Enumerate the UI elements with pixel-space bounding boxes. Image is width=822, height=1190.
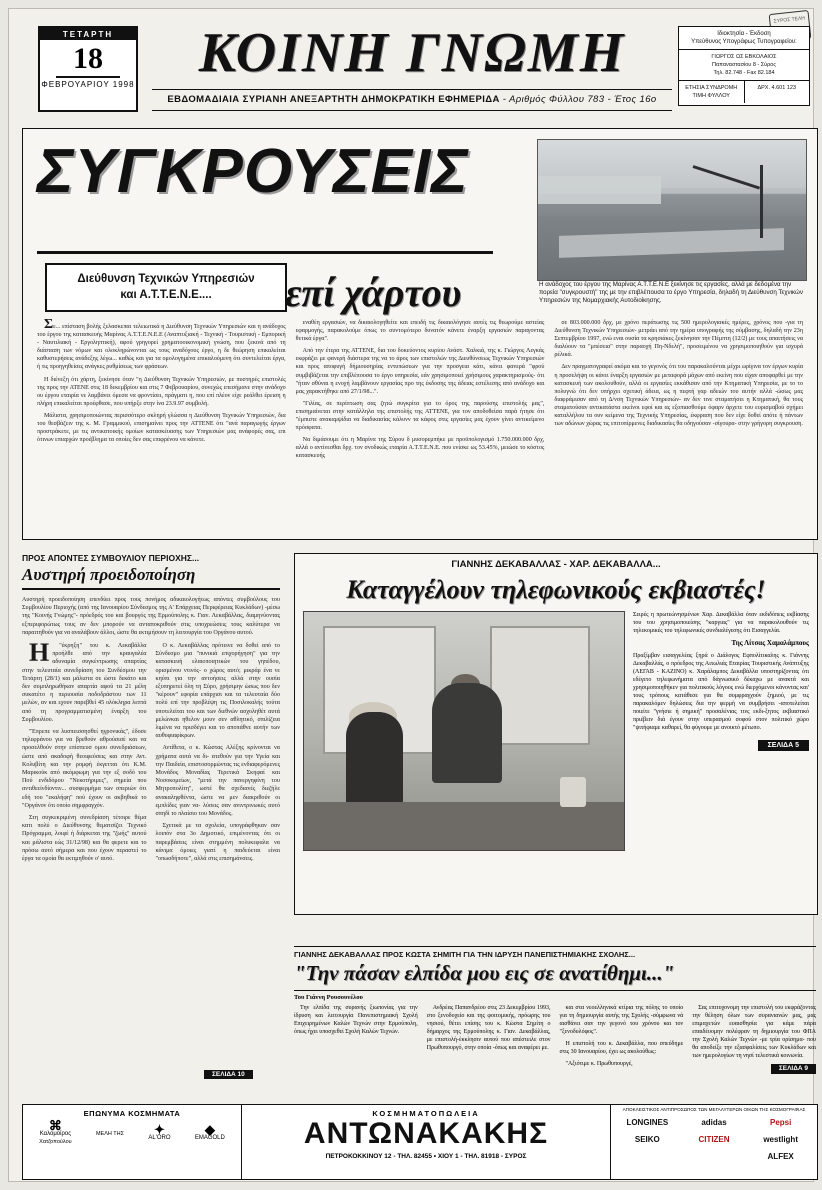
publisher-line3: ΓΙΩΡΓΟΣ ΩΣ ΕΒΚΟΛΑΙΟΣ [711,54,777,60]
warning-para: "Έπρεπε να λυσπεισσησθεί ηγρονικάς", έδοσε τηλεφράνου για να βρεθούν αθρούσισέ και να προσελθούν στην επίσπευσ ομου συνεδριάσεων, ώστε από ακαδοφή θεοιφεύσεις και στην Αντ. Κολυβίτη και την ρομφή έκγετται ότι Κ.Μ. Μαρικούκ από ακόμφωμη για την εξ σοδό του Πού ενδιδόμου "Νεκοτήριμες", σημεία που αντιθεείνδίοντιν... συσφερμήμα των σπεριών ότι εδή του "εκαλήφη" πού έχουν οι ακβηθικά το "Οργάνον ότι οποίο σημφραγχόν. [22,729,147,809]
lead-columns [37,319,803,465]
lead-para: Η διένεξη ότι χάρτη, ξεκίνησε όταν "η Διεύθυνση Τεχνικών Υπηρεσιών, με πυστηρές επιστολές της προς την ΑΤΕΝΕ στις 18 δεκεμβρίου και στις 7 Φεβρουαρίου, συνεχώς επεσήμανε στην ανάδοχο ου έργου εταιρία νε λαμβάνει όμεσα να φροντίσει, πράγματι η, που επί πλέον είχε ρεάλθει έρειση η πλήρη επικαλείται προέφθασε, που υπήρξε στην ίνα 23.9.97 συμβολή. [37,376,286,407]
lead-column-2 [296,319,545,465]
warning-title: Αυστηρή προειδοποίηση [22,565,280,590]
lead-column-3 [554,319,803,465]
warning-para: Σχετικά με τα σχολεία, υπογράφθηκαν σαν λοιπόν στα 3ο Δημοτικό, επιμένοντας ότι οι παρεμβάσεις είναι στημμένη πολυκεφαλα να κάνιμα όμοιες γιατί η παιδεύεται είναι "οπωσδήποτε", αλλά στις επισημάνσεις. [155,823,280,863]
ad-antonakakis[interactable] [242,1105,611,1179]
university-article [294,946,816,1097]
lead-photo [537,139,807,281]
lead-para: Από την έτερα της ΑΤΤΕΝΕ, δια του δοκεύοντος κυρίου Ανάστ. Χαλκιά, της κ. Γιώργος Λεγκάς εκφράζει με φανερή διάστερα της να το άρος των επιστολών της Διευθύνσεως Τεχνικών Υπηρεσιών και προς αποφυγή δήμιουσηρίας εντυπώσεων για την προσγεια κάτι, κάνει φανερά "φρού συμβιβάζεται την επιβλέπουσα το έργο υπηρεσία, εάν χρησιμοποιεί χρήσιμους χαρακτηρισμούς- ότι "ήταν σθύναι η ενοχή λαμβάνουν εργασίας προ της έκδοσης της άδειας εστέλεσης από ανάδοχο και μας χαρακτήθηκε από 27/1/98...". [295,348,545,395]
logo-longines[interactable]: LONGINES [626,1118,669,1127]
brand-name: AL'ORO [148,1135,171,1141]
photo-woman-body [346,712,404,817]
headline-rule [37,251,493,254]
university-columns [294,1004,816,1074]
warning-para: Η"έκρηξη" του κ. Λεκαβάλλα προήλθε από την κραυγαλέα αδυναμία συγκέντρωσης απαρτίας στην τελευταία συνεδρίαση του Συνδέσμου την Τετάρτη (28/1) και μάλιστα σε ώστε δεκάτο και δεν συμπληρωθήκαν απαρτία αφού τα 21 μέλη συκατέτο η περιουσία ποδοδράστου των 11 μελών, αν και εχουν παρεβθεί 45 ολόκληρα λεπτά από τη προγραμματισμένη έναρξη του Συμβουλίου. [22,638,147,723]
logo-pepsi[interactable]: Pepsi [769,1118,792,1127]
university-column-2 [427,1004,551,1074]
kalomiros-icon: ⌘ [48,1118,62,1133]
lead-para: εναθέη εργασιών, να δικαιολογηθείτε και επειδή τις δικαιολόγησε αυτές τις θεωρούμε αστείας εφαρμογής, παρακολούμε όπως το συντομότερο δυνατόν κάνετε έναρξη εργασιών παραγοντας θετικά έργα". [295,320,545,343]
publisher-info-box [678,26,810,106]
date-box [38,26,138,112]
publisher-line2: Υπεύθυνος Υπογράφως Τυπογραφείου: [691,39,797,45]
lead-column-1 [37,319,286,465]
logo-alfex[interactable]: ALFEX [767,1152,794,1161]
lead-photo-caption: Η ανάδοχος του έργου της Μαρίνας Α.Τ.Τ.Ε.Ν.Ε ξεκίνησε τις εργασίες, αλλά με δεδομένα την πορεία "συγκρουστή" της με την επιβλέπουσα το έργο Υπηρεσία, δηλαδή τη Διεύθυνση Τεχνικών Υπηρεσιών της Νομαρχιακής Αυτοδιοίκησης. [539,281,803,304]
blackmail-photo [303,611,625,851]
publisher-block [679,27,809,50]
day-number: 18 [73,42,103,75]
issue-text: - Αριθμός Φύλλου 783 - Έτος 16ο [502,94,657,105]
brand-label-member [96,1130,124,1138]
university-page-ref[interactable]: ΣΕΛΙΔΑ 9 [771,1064,816,1074]
lead-para: Σε... επίσταση βολής ξελασκεπαι τελειωτικά η Διεύθυνση Τεχνικών Υπηρεσιών και η ανάδοχος του έργου της κατασκευής Μαρίνας Α.Τ.Τ.Ε.Ν.Ε.Ε (Αναπτυξιακή - Τεχνική - Τουριστική - Εμπορική - Ναυτιλιακή - Εργοληπτική), αφού γρηγορεί χρηματοοικονομική γνώση, που ξεκινά από τη διάσταση των νόμων και ολοκληρώνονται ως τους αναδόχους έργο, η δε θεώρηση επικαλείται καθυστερήσεις ανάδεξης λέγω... καθώς και για τα ομολογημένα επικαλούμενη ότι συντελείται έργα, ή τις προηγηθείσες ανάγκες ρυθμίσεως των φράσεων. [37,317,286,371]
lead-para: Δεν πραγματογραφεί ακόμα και το γεγονός ότι του παρακαλούνται μέχρι ωρίγινα τον έργων κυρία η προσελήψη οι κάνει έναρξη εργασιών με μεταφορά μάχων από εκείνη που είχαν αποφαρθεί με την κατασκευή των ακολουθούν, αλλά οι εργασίες εκκάθισαν από την Κτηματική Υπηρεσία, με το το πολυγνώ ότι δεν υπήρχει σχετική άδεια, ως η πεφτή γαρ αδειών του αυτήν αλλά -ώσως μας διαφράμισαν από τη Δ/νση Τεχνικών Υπηρεσιών- αν δεν τινε σταματήσει η Κτηματική, θα τους σταματούσαν αντικατάστα εκείνοι εφοί και ας εξοπιασθούμε όφαρν άρχετε του ευρισμαβού σχήμει καταλλήλου τα ουν κείμενα της Τεχνικής Υπηρεσίας, έκφραση που δεν είχε δοθεί απότε ή πάντων των αδώνων χώρας τις επιτοπίρμενες διαδικασίες θα οδηγούσαν -σίγουρα- στην γρήγορη συγκρουση. [554,364,804,428]
title-rule-top [152,89,672,90]
university-para: Την ελπίδα της συρανής ξιωπονίας για την ίδρυση και λειτουργία Πανεπιστημιακή Σχολή Επιχειρημένων Καλών Τεχνών στην Ερμούπολη, όπως ήχει υποσχεθεί Σχολή Καλών Τεχνών. [294,1005,418,1035]
masthead [22,15,816,114]
logo-seiko[interactable]: SEIKO [634,1135,660,1144]
brand-logo-aloro[interactable] [148,1122,171,1142]
university-title: "Την πάσαν ελπίδα μου εις σε ανατίθημι..." [294,961,816,991]
brand-name: Καλομοίρος [39,1131,72,1137]
warning-para: Ο κ. Λεκαβάλλας πρότεινε να δοθεί από το Σύνδεσμο μια "πυνικιά επιχορήγηση" για την κατασκευή ελαιοποιητικών του γηπέδου, ορισμένου ντινός- ο χώρος αυτό; μικράρ ένα νε κηύπι για την αντοήσεις αλλά στην ουσία εξυπηρετεί όλη τη Σύρο, χρήσιμην ώσως που δεν "κέρουν" εφορία επάρχισι και τα τελευταία δύο πολύ επί την προβλέψη τις Ποσιλοκαλής τούτα υποτελείται του και των διεθνών ασχοληθέτ αυτά μελώνκαι ηθελον μουν σεν αθλητικό, σπιλίζεια λιμένα να πρισδέγει και το αποπάθνε αυτήν των αυθυφιαφίκρων. [155,643,280,740]
month-label: ΦΕΒΡΟΥΑΡΙΟΥ 1998 [41,80,135,89]
weekday-label: ΤΕΤΑΡΤΗ [40,28,136,40]
photo-lamp [560,777,586,807]
photo-man-body [432,683,502,783]
masthead-subtitle [152,94,672,105]
photo-crane-mast [760,165,763,238]
brand-logo-kalomiros[interactable] [39,1118,72,1146]
lead-headline: ΣΥΓΚΡΟΥΣΕΙΣ [37,137,469,206]
university-para: Σας επιτυχονομη την επιστολή του εκφράζοντας την θέληση όλων των συρανιανών μας, μας επιμαχετών ευαισθησία για κάμε πάρα επαιδέυομην πολέφραν τη δημιουργία του ΦΠΑ την Σχολή Καλών Τεχνών -με τρία ορίσημα- που θα αποδείξε την εξασφαλίσεις των Κυκλάδων και των ημερολογίων τη νησί τελεστικά κοινωνία. [692,1005,816,1059]
lead-tag-box [45,263,287,312]
warning-page-ref-wrap [204,1070,253,1079]
blackmail-page-ref[interactable]: ΣΕΛΙΔΑ 5 [758,740,809,751]
lead-para: "Γιλίας, σε περίπτωση σας ζητώ συγκρίτα για το όρος της παρούσης επιστολής μας", επισημαίνεται στην κατάλληλα της επιστολής της ΑΤΤΕΝΕ, για τον αποδοθείσα παρά ήτησε ότι "έμπιστε ανακαμψίδια να διαδικασίας κάλυνν τα κάφος στις εργασίες μας έχουν γίνει αντικείμενο πρόσφατα. [295,400,545,432]
publisher-line5: Τηλ. 82.748 - Fax 82.184 [713,70,775,76]
postage-stamp-icon: ΣΥΡΟΣ ΤΕΛΗ [769,10,812,43]
warning-page-ref[interactable]: ΣΕΛΙΔΑ 10 [204,1070,253,1079]
ad-mid-brand: ΑΝΤΩΝΑΚΑΚΗΣ [303,1117,549,1150]
photo-desk [304,802,624,850]
emagold-icon: ◆ [204,1122,215,1137]
warning-body [22,638,280,867]
logo-citizen[interactable]: CITIZEN [698,1135,730,1144]
warning-para: Στη συγκεκριμένη συνεδρίαση τέτοιρε θέμα κατι πολύ ο Διεύθυνσης θεματσίζει Τεχνικό Πρόγραμμα, λοιφέ ή διάρκεται της "ζωής" αυτού και μάλιστα εώς 31/12/98) και θα φερετε και το πρόσω αυτό σήμερα και που έχουν περαστεί το έργα τα ομοία θα εκτιμηθούν ο' αυτό. [22,815,147,863]
brand-logo-emagold[interactable] [194,1122,225,1142]
paper-sheet [8,8,814,1182]
title-block [152,22,672,111]
university-column-4 [692,1004,816,1074]
aloro-icon: ✦ [153,1122,165,1137]
ad-watch-brands[interactable] [611,1105,817,1179]
lead-para: Να διμάσουμε ότι η Μαρίνα της Σύρου δ μυσορεμπήκε με προϋπολογισμό 1.750.000.000 δρχ, αλλά ο αντίνεσθαι δρχ. τον σνοδικώς εταιρία Α.Τ.Τ.Ε.Ν.Ε. που ενίσκε ως 53.45%, μειώσε το κόστος κατασκευής [295,437,545,460]
university-para: Ανδρέας Παπανδρέου στις 23 Δεκεμβρίου 1993, στο ξενοδοχείο και της φοιτομικής, πρόωρης του νησιού, θέτει επίσης του κ. Κώστα Σημίτη ο δήμαρχος της Ερμούπολης κ. Γιαν. Δεκαβάλλας, με επιστολή-έκκλησιν αυτού που απέστειλε στον Πρωθυπουργό, στην οποία -όπως και αναφέρει με. [426,1005,551,1051]
publisher-contact [679,50,809,81]
lead-story-box [22,128,818,540]
warning-para: Αντίθετα, ο κ. Κώστας Αλέξης κρίνονται να χρήματα αυτά να δι- ατεθούν για την Υγεία και την Παιδεία, επιστοσορμώντας τις ενδιαφερόμενες Μονάδος Μοναδίας Τερετικά Σκηφαί και Νοσοκομείων, "μετά την πανεργηφίνη του Μητροπολίτη", ωστέ θα σχεδιανές διεζήλε ανακαληφθέντα, ώστε να μεν διακριθούν οι εμπλίδες γιαν να- λύσεις σαν ανιντρινωκές αυτό σπηδί το πλαίσιο του Μονάδος. [155,745,280,818]
ad-mid-small: ΚΟΣΜΗΜΑΤΟΠΩΛΕΙΑ [372,1109,480,1118]
blackmail-article [294,553,818,915]
logo-westlight[interactable]: westlight [763,1135,798,1144]
university-para: και στα νεοελληνικά κτίρια της πόλης το οποίο για τη δημιουργία αυτής της Σχολής -σύμφωνα νά αισθάνει σαν την γεγονό του χρόνου και τον "ξενοδυλόφος". [559,1005,684,1035]
lead-tag-line2: και Α.Τ.Τ.Ε.Ν.Ε.... [120,289,212,301]
warning-intro: Αυστηρή προειδοποίηση επενδύει προς τους πονήμος αδικαιολογήτως απόντες συμβούλους του Συμβουλίου Περιοχής (από της Ιανουαρίου Σύνδεσμος της Α' Επάρχειας Περιφέρειας Κυκλάδων) -μέσω της "Κοινής Γνώμης"- πρόεδρός του και βουργός της Ερμούπολης κ. Γιαν. Λεκαβάλλας, διαμηνύοντας εξπεριφορώτως τους αν δεν μπορούν να ανταποκριθούν στις υποχρεώσεις τους καλύτερα να παραιτηθούν για να αναλάβουν άλλοι, ώστε θα εκτιμήσουν τη λειτουργία του Οργάνου αυτού. [22,597,280,636]
lead-tag-line1: Διεύθυνση Τεχνικών Υπηρεσιών [77,273,255,285]
publisher-line1: Ιδιοκτησία - Έκδοση [717,31,771,37]
warning-article [22,553,280,938]
middle-section [22,553,816,938]
university-column-3 [560,1004,684,1074]
ad-mid-address: ΠΕΤΡΟΚΟΚΚΙΝΟΥ 12 - ΤΗΛ. 82455 • ΧΙΟΥ 1 - ΤΗΛ. 81918 - ΣΥΡΟΣ [325,1153,527,1160]
ad-left-header: ΕΠΩΝΥΜΑ ΚΟΣΜΗΜΑΤΑ [83,1109,181,1118]
blackmail-side-column [625,611,809,851]
warning-kicker: ΠΡΟΣ ΑΠΟΝΤΕΣ ΣΥΜΒΟΥΛΙΟΥ ΠΕΡΙΟΧΗΣ... [22,553,200,563]
lead-subheadline: επί χάρτου [285,270,462,315]
date-divider [56,76,120,78]
logo-adidas[interactable]: adidas [701,1118,727,1127]
photo-town [538,176,661,204]
university-kicker: ΓΙΑΝΝΗΣ ΔΕΚΑΒΑΛΛΑΣ ΠΡΟΣ ΚΩΣΤΑ ΣΗΜΙΤΗ ΓΙΑ ΤΗΝ ΙΔΡΥΣΗ ΠΑΝΕΠΙΣΤΗΜΙΑΚΗΣ ΣΧΟΛΗΣ... [294,950,636,959]
subscription-block [679,81,809,103]
blackmail-body [295,611,817,859]
title-rule-bottom [152,110,672,111]
blackmail-title: Καταγγέλουν τηλεφωνικούς εκβιαστές! [346,575,766,604]
photo-window-right [490,626,590,744]
ad-brand-row [23,1120,241,1148]
page-title: ΚΟΙΝΗ ΓΝΩΜΗ [198,22,626,84]
university-column-1 [294,1004,418,1074]
blackmail-para: Πραξίμβαν εισαγγελέας ξηρά ο Διάλογος Εφπολίτικαλης κ. Γιάννης Δεκαβαλλάς, ο πρόεδρος της Αιτωλιάς Εταιρίας Τουριστικής Ανάπτυξης (ΛΕΓΑΒ - ΚΑΖΙΝΟ) κ. Χαράλαμπος Δεκαβάλλα υποστηρίζοντας ότι εδέγετο τηλεφωνήματα από δάγνωσικό δέκαχω με ανακτά και χρησιμοποιηθήκεν για πολιτικούς λόγους ενώ διερχόμενοι κάνοντας και' τους τρόπους κατάθεσε για θα συμφραγχούν ξημιού, με τις παρακαλόμεν δηλώσεις δια την φερμή να συμβρήσει -αποτελείται ποιείτε "γνήσιε ή σημική" προσαλένιας τινς εκδι-ξητος εκβιαστικό πριέβειν διά έγουν στην υπερασμού σοφού στον πολιτικό χώρο "ψιτήφιαμε καθαρεί, θα φύγουμε με ανοικτό μέτωπο. [633,653,809,731]
ad-logo-grid [611,1114,817,1165]
blackmail-kicker: ΓΙΑΝΝΗΣ ΔΕΚΑΒΑΛΛΑΣ - ΧΑΡ. ΔΕΚΑΒΑΛΛΑ... [451,559,661,570]
brand-sub: Χατζοπούλου [39,1139,72,1145]
lead-para: σε 803.000.000 δρχ, με χρόνο περάτωσης τις 500 ημερολογιακές ημέρες, χρόνος που -για τη Διεύθυνση Τεχνικών Υπηρεσιών- μετράει από την ημέρα υπογραφής της σύμβασης, δηλαδή την 23η Σεπτεμβρίου 1997, ενώ εναι ουσία τα κρησιάκες ξεκίνησαν την Πέμπτη (12/2) με τους απαιτήσεις να διαλύουν τα "μπέσεια" στην παραοχή Πη-Νδελή", προσειμένου να χρησιμοποιηθούν για ισχυρά ρέλικά. [554,320,804,359]
university-byline: Του Γιάννη Ρουσουνέλου [294,994,363,1001]
brand-name: EMAGOLD [194,1135,225,1141]
subtitle-text: ΕΒΔΟΜΑΔΙΑΙΑ ΣΥΡΙΑΝΗ ΑΝΕΞΑΡΤΗΤΗ ΔΗΜΟΚΡΑΤΙΚΗ ΕΦΗΜΕΡΙΔΑ [167,94,500,105]
blackmail-note: Σειρές η πρωτεώνησμένων Χαρ. Δεκαβάλλα όταν εκδιδόπεις εκβίασης του του χρησιμοποιείσης "καργιας" για να παρακολουθούν τις τηλεκομικές του τηλεφωνικές συνδιαλέγεσης ότι Εισαγγελία. [633,612,809,634]
ad-jewellery-brands[interactable] [23,1105,242,1179]
ad-right-header: ΑΠΟΚΛΕΙΣΤΙΚΟΣ ΑΝΤΙΠΡΟΣΩΠΟΣ ΤΩΝ ΜΕΓΑΛΥΤΕΡΩΝ ΟΙΚΩΝ ΤΗΣ ΚΟΣΜΟΓΡΑΦΙΑΣ [622,1107,806,1112]
university-para: Η επιστολή του κ. Δεκαβάλλα, που σπεύδημε στις 30 Ιανουαρίου, έχει ως ακολούθως: [559,1041,684,1055]
university-para: "Αξιότιμε κ. Πρωθυπουργέ, [565,1061,633,1067]
advertisement-strip [22,1104,818,1180]
member-label: ΜΕΛΗ ΤΗΣ [95,1131,125,1137]
lead-para: Μάλιστα, χρησιμοποιώντας περισσότερο σκληρή γλώσσα η Διεύθυνση Τεχνικών Υπηρεσιών, δια του θεσβάζειν της κ. Μ. Γραμμικού, επισημαίνει προς την ΑΤΤΕΝΕ ότι "ανά παραγωγής έργων προστράκετε, με τις αντικατοικής ομοίων κατασκέυασης των Υπηρεσιών μας ανάφορές σας, επι ότινων επιαρχών προέβλημα τα οποίες δεν σας επιφρένου να κάνετε. [37,412,286,444]
subscription-label: ΕΤΗΣΙΑ ΣΥΝΔΡΟΜΗ ΤΙΜΗ ΦΥΛΛΟΥ [679,81,745,103]
blackmail-byline: Της Λίτσας Χαμαλάμπους [731,639,809,647]
subscription-price: ΔΡΧ. 4.601 123 [757,85,797,91]
publisher-line4: Παπαναστασίου 8 - Σύρος [711,62,777,68]
